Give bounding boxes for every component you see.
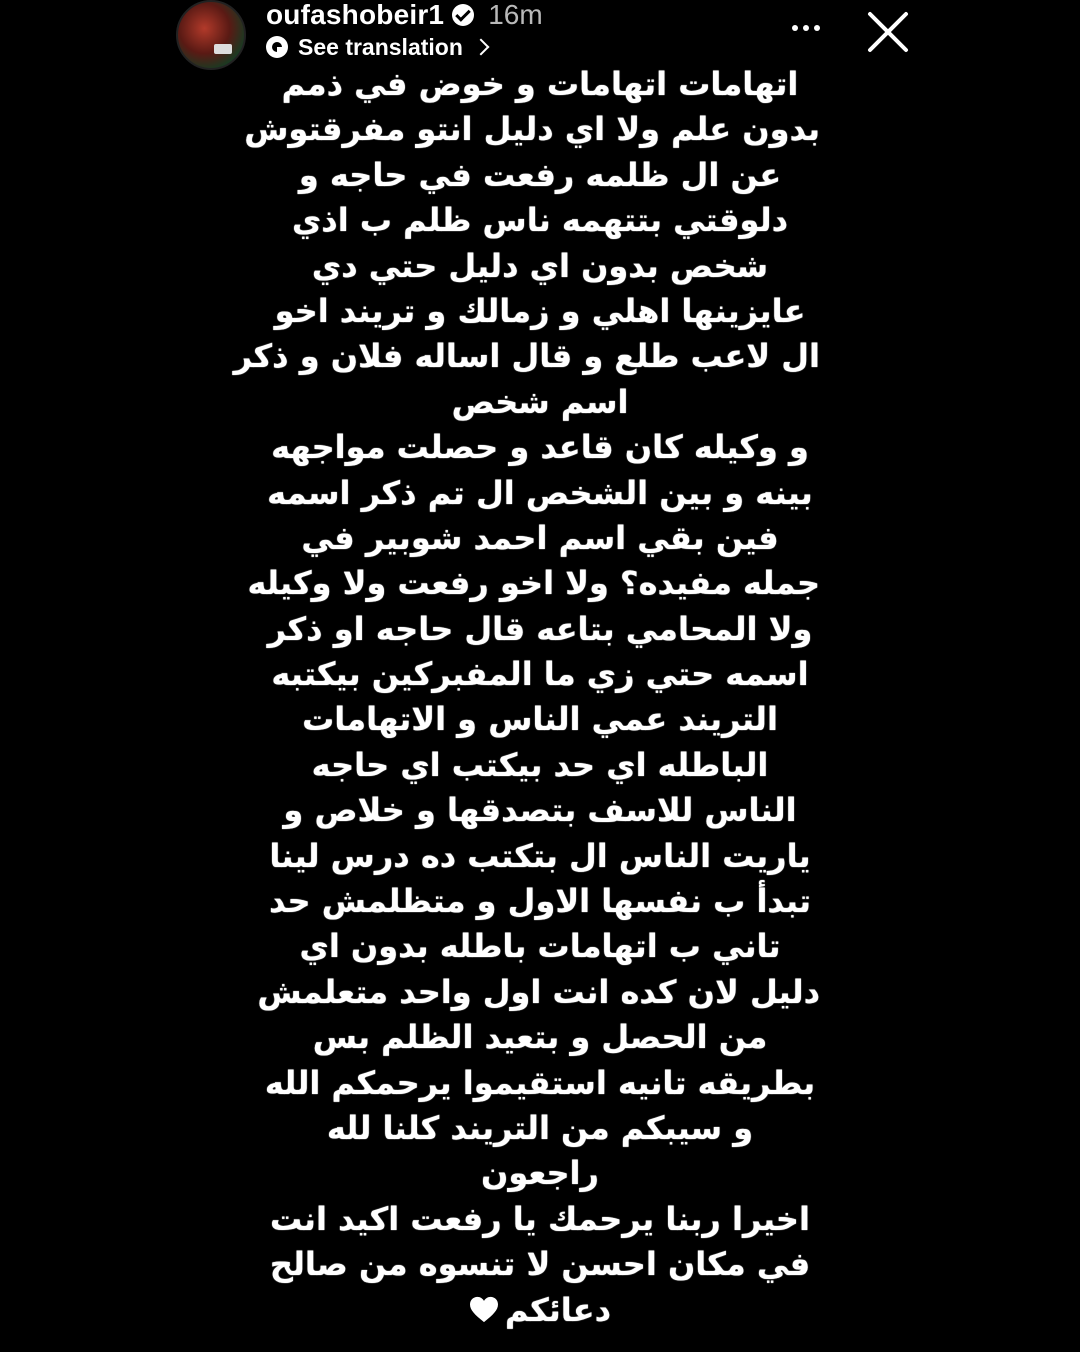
see-translation-button[interactable] [266,32,487,62]
story-line: بدون علم ولا اي دليل انتو مفرقتوش [244,110,820,149]
more-options-button[interactable] [786,8,826,48]
story-line: و سيبكم من التريند كلنا لله [326,1108,754,1147]
story-line: التريند عمي الناس و الاتهامات [302,700,778,739]
more-horizontal-icon [803,25,809,31]
story-line: عايزينها اهلي و زمالك و تريند اخو [274,291,806,330]
close-button[interactable] [864,8,912,56]
chevron-right-icon [472,39,489,56]
close-icon [864,8,912,56]
white-heart-icon [469,1296,499,1324]
story-line: دليل لان كده انت اول واحد متعلمش [257,972,820,1011]
username-row [266,0,543,34]
username[interactable]: oufashobeir1 [266,0,445,30]
story-line: ياريت الناس ال بتكتب ده درس لينا [269,836,811,875]
story-line: راجعون [481,1154,599,1193]
story-line: جمله مفيده؟ ولا اخو رفعت ولا وكيله [247,564,820,603]
story-last-line [260,1288,820,1333]
story-line: فين بقي اسم احمد شوبير في [301,518,779,557]
story-line: شخص بدون اي دليل حتي دي [311,246,769,285]
story-line: ولا المحامي بتاعه قال حاجه او ذكر [267,609,813,648]
story-line: اسم شخص [451,382,629,421]
story-line: بطريقه تانيه استقيموا يرحمكم الله [264,1063,816,1102]
avatar-badge [214,44,232,54]
story-line: من الحصل و بتعيد الظلم بس [312,1018,768,1057]
story-line: و وكيله كان قاعد و حصلت مواجهه [271,428,809,467]
more-horizontal-icon [814,25,820,31]
story-line: اسمه حتي زي ما المفبركين بيكتبه [271,655,809,694]
story-line: بينه و بين الشخص ال تم ذكر اسمه [267,473,813,512]
story-line: اتهامات اتهامات و خوض في ذمم [281,65,799,103]
story-line: ال لاعب طلع و قال اساله فلان و ذكر [233,337,820,376]
more-horizontal-icon [792,25,798,31]
post-time: 16m [488,0,543,30]
story-line: في مكان احسن لا تنسوه من صالح [269,1245,811,1284]
story-line: دلوقتي بتتهمه ناس ظلم ب اذي [291,201,789,240]
story-header [0,0,1080,70]
avatar[interactable] [176,0,246,70]
see-translation-label: See translation [298,33,463,60]
translate-icon [266,36,288,58]
story-line: الناس للاسف بتصدقها و خلاص و [283,791,797,830]
story-line: تبدأ ب نفسها الاول و متظلمش حد [269,882,811,921]
story-line: عن ال ظلمه رفعت في حاجه و [298,155,782,194]
story-line: الباطله اي حد بيكتب اي حاجه [311,745,769,784]
verified-badge-icon [452,4,474,26]
story-text [233,62,820,1333]
story-line: اخيرا ربنا يرحمك يا رفعت اكيد انت [270,1199,810,1238]
story-line: تاني ب اتهامات باطله بدون اي [299,927,781,966]
story-line: دعائكم [505,1290,612,1329]
